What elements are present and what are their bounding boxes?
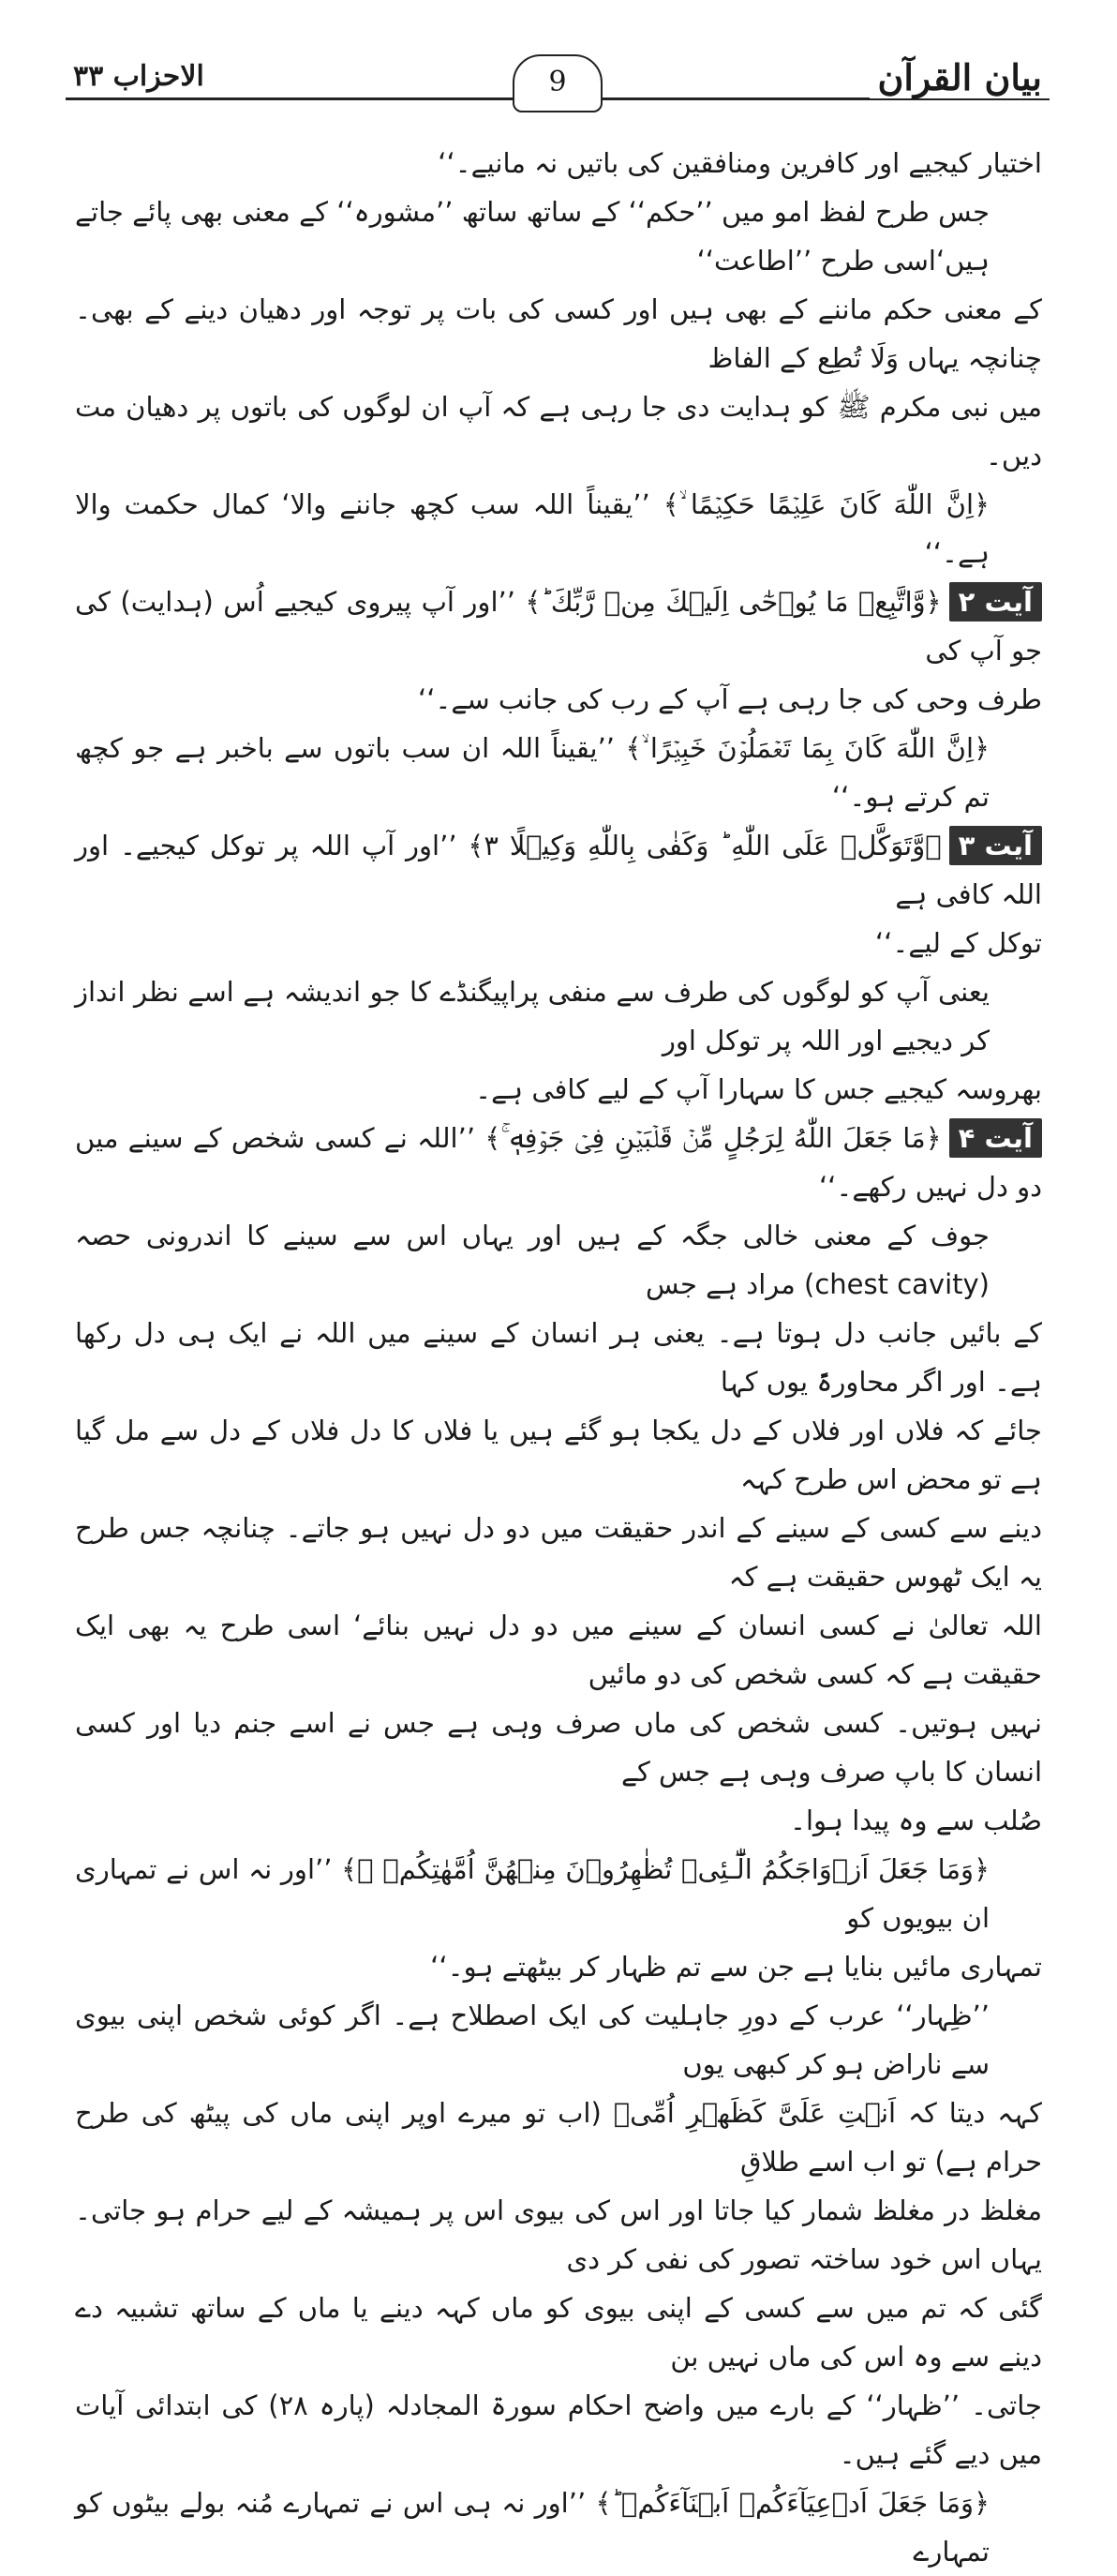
line-text: ﴿وَمَا جَعَلَ اَزۡوَاجَكُمُ الّٰٓـئِىۡ تُظٰهِرُوۡنَ مِنۡهُنَّ اُمَّهٰتِكُمۡ ۚ﴾ ’’اور نہ اس نے تمہاری ان بیویوں کو — [75, 1853, 990, 1934]
line-text: طرف وحی کی جا رہی ہے آپ کے رب کی جانب سے۔‘‘ — [417, 683, 1042, 715]
text-line — [75, 2089, 1042, 2186]
text-line — [75, 2186, 1042, 2284]
line-text: ﴿اِنَّ اللّٰهَ كَانَ بِمَا تَعۡمَلُوۡنَ خَبِيۡرًا ۙ﴾ ’’یقیناً اللہ ان سب باتوں سے باخبر ہے جو کچھ تم کرتے ہو۔‘‘ — [75, 732, 990, 813]
text-line — [75, 577, 1042, 675]
text-line — [75, 187, 1042, 285]
line-text: ﴿مَا جَعَلَ اللّٰهُ لِرَجُلٍ مِّنۡ قَلۡبَيۡنِ فِىۡ جَوۡفِهٖ ۚ﴾ ’’اللہ نے کسی شخص کے سینے میں دو دل نہیں رکھے۔‘‘ — [75, 1122, 1042, 1203]
text-line — [75, 1796, 1042, 1845]
line-text: جاتی۔ ’’ظہار‘‘ کے بارے میں واضح احکام سورۃ المجادلہ (پارہ ۲۸) کی ابتدائی آیات میں دیے گئے ہیں۔ — [75, 2389, 1042, 2470]
line-text: اللہ تعالیٰ نے کسی انسان کے سینے میں دو دل نہیں بنائے‘ اسی طرح یہ بھی ایک حقیقت ہے کہ کسی شخص کی دو مائیں — [75, 1610, 1042, 1690]
line-text: مغلظ در مغلظ شمار کیا جاتا اور اس کی بیوی اس پر ہمیشہ کے لیے حرام ہو جاتی۔ یہاں اس خود ساختہ تصور کی نفی کر دی — [75, 2194, 1042, 2275]
text-line — [75, 480, 1042, 577]
ayah-number-badge: آیت ۴ — [949, 1118, 1042, 1158]
page-body-text — [75, 139, 1042, 2576]
line-text: جائے کہ فلاں اور فلاں کے دل یکجا ہو گئے ہیں یا فلاں کا دل فلاں کے دل سے مل گیا ہے تو محض اس طرح کہہ — [75, 1415, 1042, 1495]
text-line — [75, 1309, 1042, 1406]
line-text: جس طرح لفظ امو میں ’’حکم‘‘ کے ساتھ ساتھ ’’مشورہ‘‘ کے معنی بھی پائے جاتے ہیں‘اسی طرح ’’اطاعت‘‘ — [75, 196, 990, 277]
text-line — [75, 1114, 1042, 1211]
text-line — [75, 675, 1042, 724]
line-text: دینے سے کسی کے سینے کے اندر حقیقت میں دو دل نہیں ہو جاتے۔ چنانچہ جس طرح یہ ایک ٹھوس حقیقت ہے کہ — [75, 1512, 1042, 1593]
text-line — [75, 285, 1042, 382]
surah-reference: الاحزاب ۳۳ — [66, 60, 212, 93]
text-line — [75, 382, 1042, 480]
text-line — [75, 1211, 1042, 1309]
line-text: ﴿وَّاتَّبِعۡ مَا يُوۡحٰٓى اِلَيۡكَ مِنۡ رَّبِّكَ ؕ﴾ ’’اور آپ پیروی کیجیے اُس (ہدایت) کی جو آپ کی — [75, 586, 1042, 666]
line-text: جوف کے معنی خالی جگہ کے ہیں اور یہاں اس سے سینے کا اندرونی حصہ (chest cavity) مراد ہے جس — [75, 1220, 990, 1300]
text-line — [75, 821, 1042, 919]
line-text: ﴿اِنَّ اللّٰهَ كَانَ عَلِيۡمًا حَكِيۡمًا ۙ﴾ ’’یقیناً اللہ سب کچھ جاننے والا‘ کمال حکمت والا ہے۔‘‘ — [75, 488, 990, 569]
line-text: اختیار کیجیے اور کافرین ومنافقین کی باتیں نہ مانیے۔‘‘ — [438, 147, 1042, 179]
text-line — [75, 1942, 1042, 1991]
text-line — [75, 1406, 1042, 1504]
line-text: میں نبی مکرم ﷺ کو ہدایت دی جا رہی ہے کہ آپ ان لوگوں کی باتوں پر دھیان مت دیں۔ — [75, 391, 1042, 472]
line-text: توکل کے لیے۔‘‘ — [874, 927, 1042, 959]
line-text: ﴿وَّتَوَكَّلۡ عَلَى اللّٰهِ ؕ وَكَفٰى بِاللّٰهِ وَكِيۡلًا ۳﴾ ’’اور آپ اللہ پر توکل کیجیے۔ اور اللہ کافی ہے — [75, 830, 1042, 910]
text-line — [75, 1845, 1042, 1942]
line-text: کہہ دیتا کہ اَنۡتِ عَلَیَّ کَظَھۡرِ اُمِّیۡ (اب تو میرے اوپر اپنی ماں کی پیٹھ کی طرح حرام ہے) تو اب اسے طلاقِ — [75, 2097, 1042, 2178]
book-title: بیان القرآن — [870, 56, 1050, 98]
text-line — [75, 2479, 1042, 2576]
text-line — [75, 919, 1042, 967]
ayah-number-badge: آیت ۲ — [949, 582, 1042, 622]
line-text: یعنی آپ کو لوگوں کی طرف سے منفی پراپیگنڈے کا جو اندیشہ ہے اسے نظر انداز کر دیجیے اور اللہ پر توکل اور — [75, 976, 990, 1056]
text-line — [75, 1601, 1042, 1699]
line-text: صُلب سے وہ پیدا ہوا۔ — [790, 1805, 1042, 1836]
page-number: 9 — [513, 54, 603, 112]
line-text: کے معنی حکم ماننے کے بھی ہیں اور کسی کی بات پر توجہ اور دھیان دینے کے بھی۔ چنانچہ یہاں وَلَا تُطِع کے الفاظ — [75, 293, 1042, 374]
line-text: کے بائیں جانب دل ہوتا ہے۔ یعنی ہر انسان کے سینے میں اللہ نے ایک ہی دل رکھا ہے۔ اور اگر محاورۃً یوں کہا — [75, 1317, 1042, 1398]
text-line — [75, 967, 1042, 1065]
line-text: بھروسہ کیجیے جس کا سہارا آپ کے لیے کافی ہے۔ — [475, 1073, 1042, 1105]
text-line — [75, 2381, 1042, 2479]
line-text: ’’ظِہار‘‘ عرب کے دورِ جاہلیت کی ایک اصطلاح ہے۔ اگر کوئی شخص اپنی بیوی سے ناراض ہو کر کبھی یوں — [75, 1999, 990, 2080]
line-text: ﴿وَمَا جَعَلَ اَدۡعِيَآءَكُمۡ اَبۡنَآءَكُمۡ ؕ﴾ ’’اور نہ ہی اس نے تمہارے مُنہ بولے بیٹوں کو تمہارے — [75, 2487, 990, 2568]
text-line — [75, 1065, 1042, 1114]
text-line — [75, 724, 1042, 821]
ayah-number-badge: آیت ۳ — [949, 826, 1042, 865]
page-header — [66, 54, 1050, 111]
line-text: تمہاری مائیں بنایا ہے جن سے تم ظہار کر بیٹھتے ہو۔‘‘ — [430, 1951, 1042, 1983]
text-line — [75, 1504, 1042, 1601]
line-text: گئی کہ تم میں سے کسی کے اپنی بیوی کو ماں کہہ دینے یا ماں کے ساتھ تشبیہ دے دینے سے وہ اس کی ماں نہیں بن — [75, 2292, 1042, 2373]
text-line — [75, 2284, 1042, 2381]
text-line — [75, 1991, 1042, 2089]
line-text: نہیں ہوتیں۔ کسی شخص کی ماں صرف وہی ہے جس نے اسے جنم دیا اور کسی انسان کا باپ صرف وہی ہے جس کے — [75, 1707, 1042, 1788]
text-line — [75, 139, 1042, 187]
text-line — [75, 1699, 1042, 1796]
